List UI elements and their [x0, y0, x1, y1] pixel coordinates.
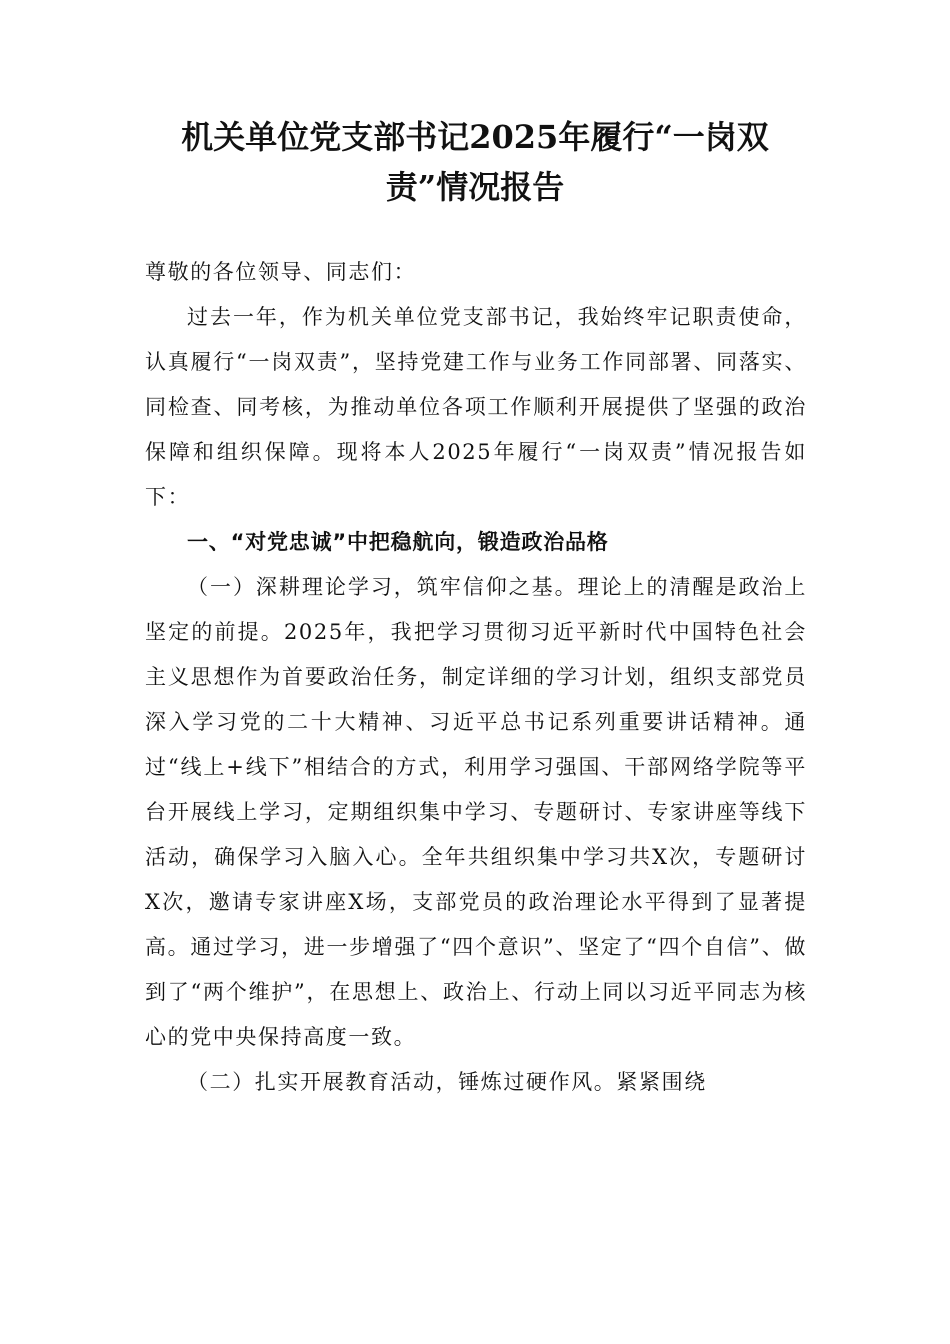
subsection-2-lead: （二）扎实开展教育活动，锤炼过硬作风。	[187, 1070, 617, 1094]
subsection-2-body: 紧紧围绕	[616, 1070, 707, 1094]
subsection-1-body: 理论上的清醒是政治上坚定的前提。2025年，我把学习贯彻习近平新时代中国特色社会主义思想作为首要政治任务，制定详细的学习计划，组织支部党员深入学习党的二十大精神、习近平总书记系列重要讲话精神。通过“线上+线下”相结合的方式，利用学习强国、干部网络学院等平台开展线上学习，定期组织集中学习、专题研讨、专家讲座等线下活动，确保学习入脑入心。全年共组织集中学习共X次，专题研讨X次，邀请专家讲座X场，支部党员的政治理论水平得到了显著提高。通过学习，进一步增强了“四个意识”、坚定了“四个自信”、做到了“两个维护”，在思想上、政治上、行动上同以习近平同志为核心的党中央保持高度一致。	[145, 575, 807, 1049]
subsection-2-paragraph	[145, 1060, 807, 1105]
title-line-1: 机关单位党支部书记2025年履行“一岗双	[181, 118, 769, 156]
intro-paragraph: 过去一年，作为机关单位党支部书记，我始终牢记职责使命，认真履行“一岗双责”，坚持党建工作与业务工作同部署、同落实、同检查、同考核，为推动单位各项工作顺利开展提供了坚强的政治保障和组织保障。现将本人2025年履行“一岗双责”情况报告如下：	[145, 305, 807, 509]
greeting: 尊敬的各位领导、同志们：	[145, 260, 417, 284]
section-heading-1: 一、“对党忠诚”中把稳航向，锻造政治品格	[187, 530, 609, 554]
document-body	[145, 250, 807, 1105]
document-title	[130, 112, 820, 212]
title-line-2: 责”情况报告	[385, 168, 565, 206]
subsection-1-lead: （一）深耕理论学习，筑牢信仰之基。	[187, 575, 578, 599]
subsection-1-paragraph	[145, 565, 807, 1060]
